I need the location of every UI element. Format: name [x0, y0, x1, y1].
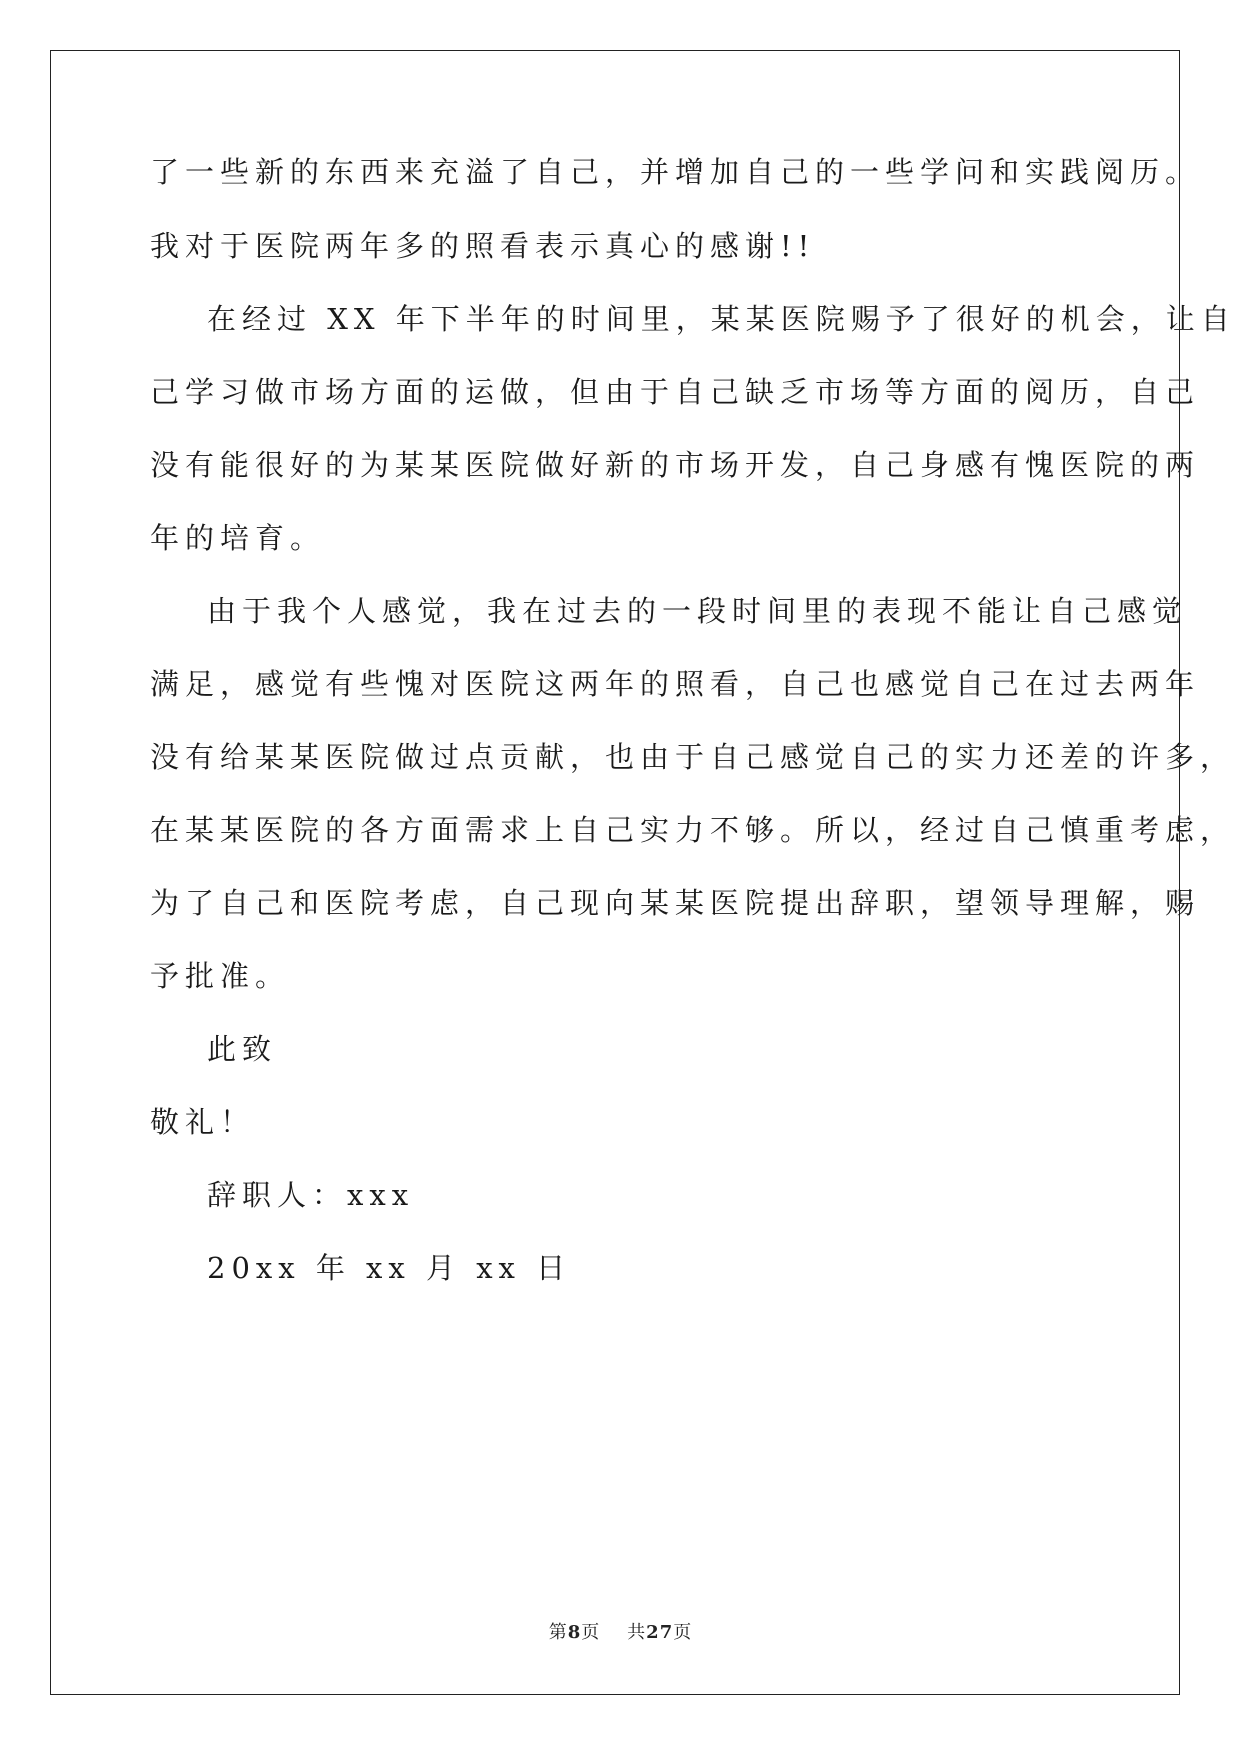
text-line: 己学习做市场方面的运做，但由于自己缺乏市场等方面的阅历，自己	[150, 375, 1201, 409]
footer-total-prefix: 共	[627, 1622, 647, 1643]
paragraph-first-line: 在经过 XX 年下半年的时间里，某某医院赐予了很好的机会，让自	[207, 302, 1236, 336]
footer-page-number: 8	[567, 1622, 582, 1643]
text-line: 为了自己和医院考虑，自己现向某某医院提出辞职，望领导理解，赐	[150, 886, 1201, 920]
text-line: 没有能很好的为某某医院做好新的市场开发，自己身感有愧医院的两	[150, 448, 1201, 482]
text-line: 满足，感觉有些愧对医院这两年的照看，自己也感觉自己在过去两年	[150, 667, 1201, 701]
closing-regards: 敬礼！	[150, 1105, 256, 1139]
page-footer	[0, 1618, 1241, 1644]
text-line: 年的培育。	[150, 521, 326, 555]
footer-page-prefix: 第	[548, 1622, 568, 1643]
text-line: 了一些新的东西来充溢了自己，并增加自己的一些学问和实践阅历。	[150, 155, 1201, 189]
footer-page-suffix: 页	[581, 1622, 601, 1643]
date-line: 20xx 年 xx 月 xx 日	[207, 1251, 572, 1285]
footer-total-suffix: 页	[673, 1622, 693, 1643]
text-line: 我对于医院两年多的照看表示真心的感谢!!	[150, 229, 816, 263]
paragraph-first-line: 由于我个人感觉，我在过去的一段时间里的表现不能让自己感觉	[207, 594, 1188, 628]
text-line: 予批准。	[150, 959, 291, 993]
closing-salutation: 此致	[207, 1032, 278, 1066]
signature-line: 辞职人：xxx	[207, 1178, 415, 1212]
text-line: 没有给某某医院做过点贡献，也由于自己感觉自己的实力还差的许多，	[150, 740, 1236, 774]
page-border	[50, 50, 1180, 1695]
text-line: 在某某医院的各方面需求上自己实力不够。所以，经过自己慎重考虑，	[150, 813, 1236, 847]
footer-total-pages: 27	[646, 1622, 674, 1643]
